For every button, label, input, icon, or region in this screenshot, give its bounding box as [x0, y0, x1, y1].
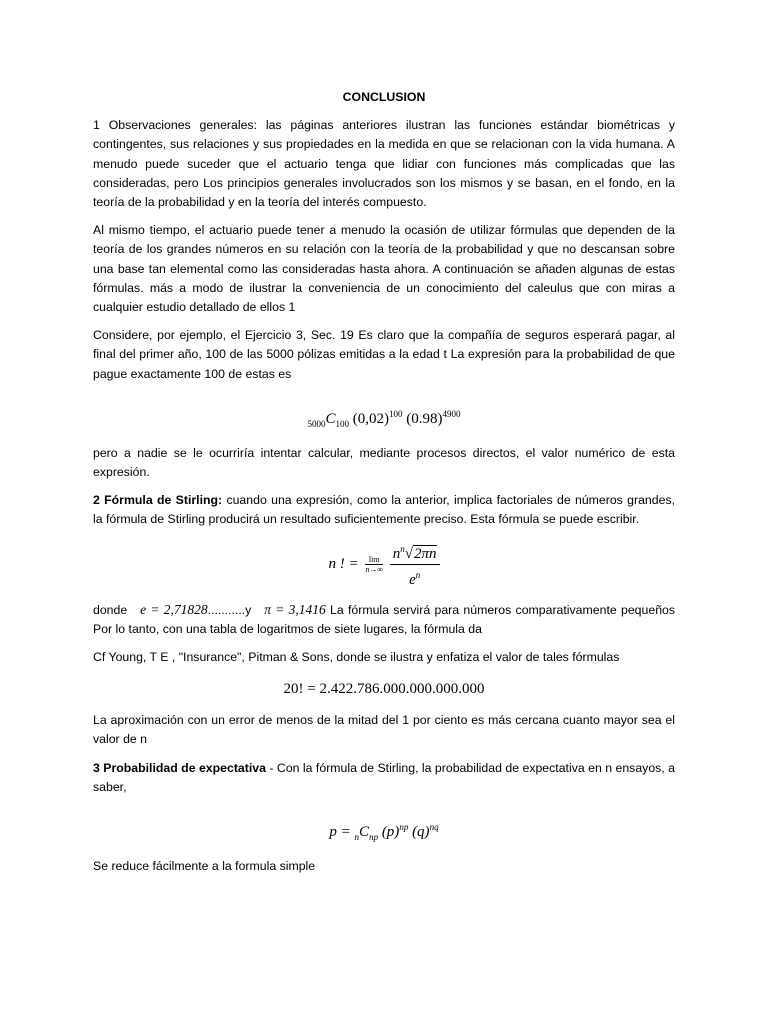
expectation-heading: 3 Probabilidad de expectativa	[93, 760, 266, 775]
constant-e: e = 2,71828	[140, 601, 208, 617]
eq2-limit-bottom: n→∞	[365, 564, 384, 574]
equation-stirling	[93, 539, 675, 591]
eq4-term1: (p)	[381, 824, 400, 841]
constants-post: La fórmula servirá para números comparativamente pequeños Por lo tanto, con una tabla de logaritmos de siete lugares, la fórmula da	[93, 602, 676, 636]
eq4-exponent1: np	[399, 822, 409, 833]
eq4-pre-subscript: n	[354, 832, 360, 843]
eq1-combination-symbol: C	[325, 410, 336, 427]
eq2-den-exponent: n	[415, 569, 421, 580]
equation-binomial-probability	[93, 393, 675, 435]
document-title: CONCLUSION	[342, 90, 426, 104]
paragraph-reference: Cf Young, T E , "Insurance", Pitman & Sons, donde se ilustra y enfatiza el valor de tales fórmulas	[93, 650, 620, 665]
eq4-exponent2: nq	[429, 822, 439, 833]
paragraph-general-observations: 1 Observaciones generales: las páginas anteriores ilustran las funciones estándar biométricas y contingentes, sus relaciones y sus propiedades en la medida en que se relacionan con la vida humana. A menudo puede suceder que el actuario tenga que lidiar con funciones más complicadas que las consideradas, pero Los principios generales involucrados son los mismos y se basan, en el fondo, en la teoría de la probabilidad y en la teoría del interés compuesto.	[93, 118, 675, 210]
eq4-subscript: np	[369, 832, 379, 843]
paragraph-expectation	[93, 759, 675, 797]
paragraph-approximation: La aproximación con un error de menos de la mitad del 1 por ciento es más cercana cuanto mayor sea el valor de n	[93, 713, 675, 747]
eq1-subscript: 100	[335, 418, 349, 429]
stirling-heading: 2 Fórmula de Stirling:	[93, 493, 223, 508]
eq4-term2: (q)	[412, 824, 430, 841]
eq1-exponent1: 100	[389, 408, 403, 419]
paragraph-simple-formula: Se reduce fácilmente a la formula simple	[93, 859, 316, 874]
paragraph-stirling-formula	[93, 491, 675, 529]
eq2-den-e: e	[409, 571, 416, 588]
document-body	[93, 88, 675, 885]
equation-factorial-20: 20! = 2.422.786.000.000.000.000	[283, 681, 485, 698]
eq2-sqrt: 2πn	[414, 545, 437, 562]
constant-pi: π = 3,1416	[264, 601, 326, 617]
eq4-lhs: p =	[329, 824, 351, 841]
constants-pre: donde	[93, 602, 128, 617]
eq1-term1: (0,02)	[352, 410, 389, 427]
eq4-combination-symbol: C	[359, 824, 370, 841]
eq2-denominator	[390, 565, 440, 590]
paragraph-direct-process: pero a nadie se le ocurriría intentar calcular, mediante procesos directos, el valor numérico de esta expresión.	[93, 445, 675, 480]
expectation-text: - Con la fórmula de Stirling, la probabilidad de expectativa en n ensayos, a saber,	[93, 760, 675, 794]
eq2-num-n: n	[392, 545, 401, 562]
eq2-limit-top: lim	[365, 555, 383, 565]
paragraph-large-numbers: Al mismo tiempo, el actuario puede tener a menudo la ocasión de utilizar fórmulas que dependen de la teoría de los grandes números en su relación con la teoría de la probabilidad y que no descansan sobre una base tan elemental como las consideradas hasta ahora. A continuación se añaden algunas de estas fórmulas. más a modo de ilustrar la conveniencia de un conocimiento del caleulus que con miras a cualquier estudio detallado de ellos 1	[93, 223, 675, 315]
eq2-limit	[365, 555, 383, 574]
eq1-pre-subscript: 5000	[307, 418, 326, 429]
eq2-fraction	[390, 539, 440, 590]
stirling-text: cuando una expresión, como la anterior, implica factoriales de números grandes, la fórmula de Stirling producirá un resultado suficientemente preciso. Esta fórmula se puede escribir.	[93, 493, 676, 527]
eq2-num-exponent: n	[400, 543, 405, 554]
eq2-lhs: n ! =	[328, 555, 359, 572]
paragraph-exercise: Considere, por ejemplo, el Ejercicio 3, Sec. 19 Es claro que la compañía de seguros esperará pagar, al final del primer año, 100 de las 5000 pólizas emitidas a la edad t La expresión para la probabilidad de que pague exactamente 100 de estas es	[93, 328, 675, 381]
eq2-numerator: $n^n√2\pi n$	[390, 539, 440, 565]
paragraph-constants	[93, 600, 675, 639]
constants-dots: ...........y	[207, 602, 252, 617]
eq1-exponent2: 4900	[442, 408, 461, 419]
equation-expectation-probability	[93, 806, 675, 848]
eq1-term2: (0.98)	[406, 410, 443, 427]
